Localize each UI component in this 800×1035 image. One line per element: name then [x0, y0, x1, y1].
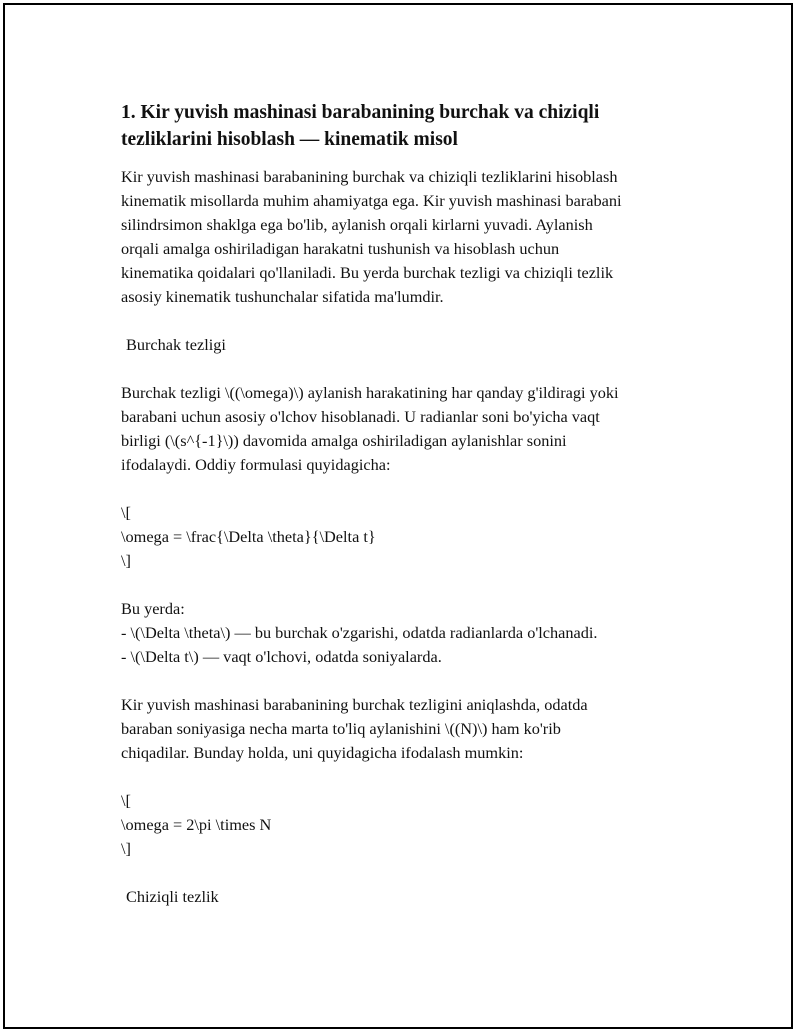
text-line: chiqadilar. Bunday holda, uni quyidagicha ifodalash mumkin:	[121, 743, 524, 762]
page-frame	[3, 3, 793, 1029]
heading-line: tezliklarini hisoblash — kinematik misol	[121, 129, 458, 150]
text-line: barabani uchun asosiy o'lchov hisoblanadi. U radianlar soni bo'yicha vaqt	[121, 407, 600, 426]
formula-block	[121, 501, 711, 573]
text-line: Bu yerda:	[121, 599, 185, 618]
section-title-chiziqli: Chiziqli tezlik	[126, 887, 219, 906]
section1-paragraph	[121, 381, 711, 477]
intro-paragraph	[121, 165, 711, 309]
formula-line: \omega = \frac{\Delta \theta}{\Delta t}	[121, 527, 376, 546]
text-line: Kir yuvish mashinasi barabanining burchak va chiziqli tezliklarini hisoblash	[121, 167, 618, 186]
text-line: asosiy kinematik tushunchalar sifatida ma'lumdir.	[121, 287, 444, 306]
text-line: silindrsimon shaklga ega bo'lib, aylanish orqali kirlarni yuvadi. Aylanish	[121, 215, 593, 234]
list-item: - \(\Delta \theta\) — bu burchak o'zgarishi, odatda radianlarda o'lchanadi.	[121, 623, 598, 642]
text-line: Burchak tezligi \((\omega)\) aylanish harakatining har qanday g'ildiragi yoki	[121, 383, 619, 402]
formula-block	[121, 789, 711, 861]
text-line: Kir yuvish mashinasi barabanining burchak tezligini aniqlashda, odatda	[121, 695, 588, 714]
formula-line: \]	[121, 551, 131, 570]
heading-line: 1. Kir yuvish mashinasi barabanining burchak va chiziqli	[121, 102, 600, 123]
formula-line: \omega = 2\pi \times N	[121, 815, 272, 834]
explanation-list	[121, 597, 711, 669]
list-item: - \(\Delta t\) — vaqt o'lchovi, odatda soniyalarda.	[121, 647, 442, 666]
text-line: birligi (\(s^{-1}\)) davomida amalga oshiriladigan aylanishlar sonini	[121, 431, 567, 450]
formula-line: \[	[121, 503, 131, 522]
formula-line: \[	[121, 791, 131, 810]
text-line: kinematika qoidalari qo'llaniladi. Bu yerda burchak tezligi va chiziqli tezlik	[121, 263, 614, 282]
formula-line: \]	[121, 839, 131, 858]
paragraph-2	[121, 693, 711, 765]
document-heading	[121, 99, 711, 153]
text-line: orqali amalga oshiriladigan harakatni tushunish va hisoblash uchun	[121, 239, 560, 258]
section-title-burchak: Burchak tezligi	[126, 335, 226, 354]
text-line: baraban soniyasiga necha marta to'liq aylanishini \((N)\) ham ko'rib	[121, 719, 561, 738]
document-body	[121, 99, 711, 909]
text-line: kinematik misollarda muhim ahamiyatga ega. Kir yuvish mashinasi barabani	[121, 191, 622, 210]
text-line: ifodalaydi. Oddiy formulasi quyidagicha:	[121, 455, 391, 474]
